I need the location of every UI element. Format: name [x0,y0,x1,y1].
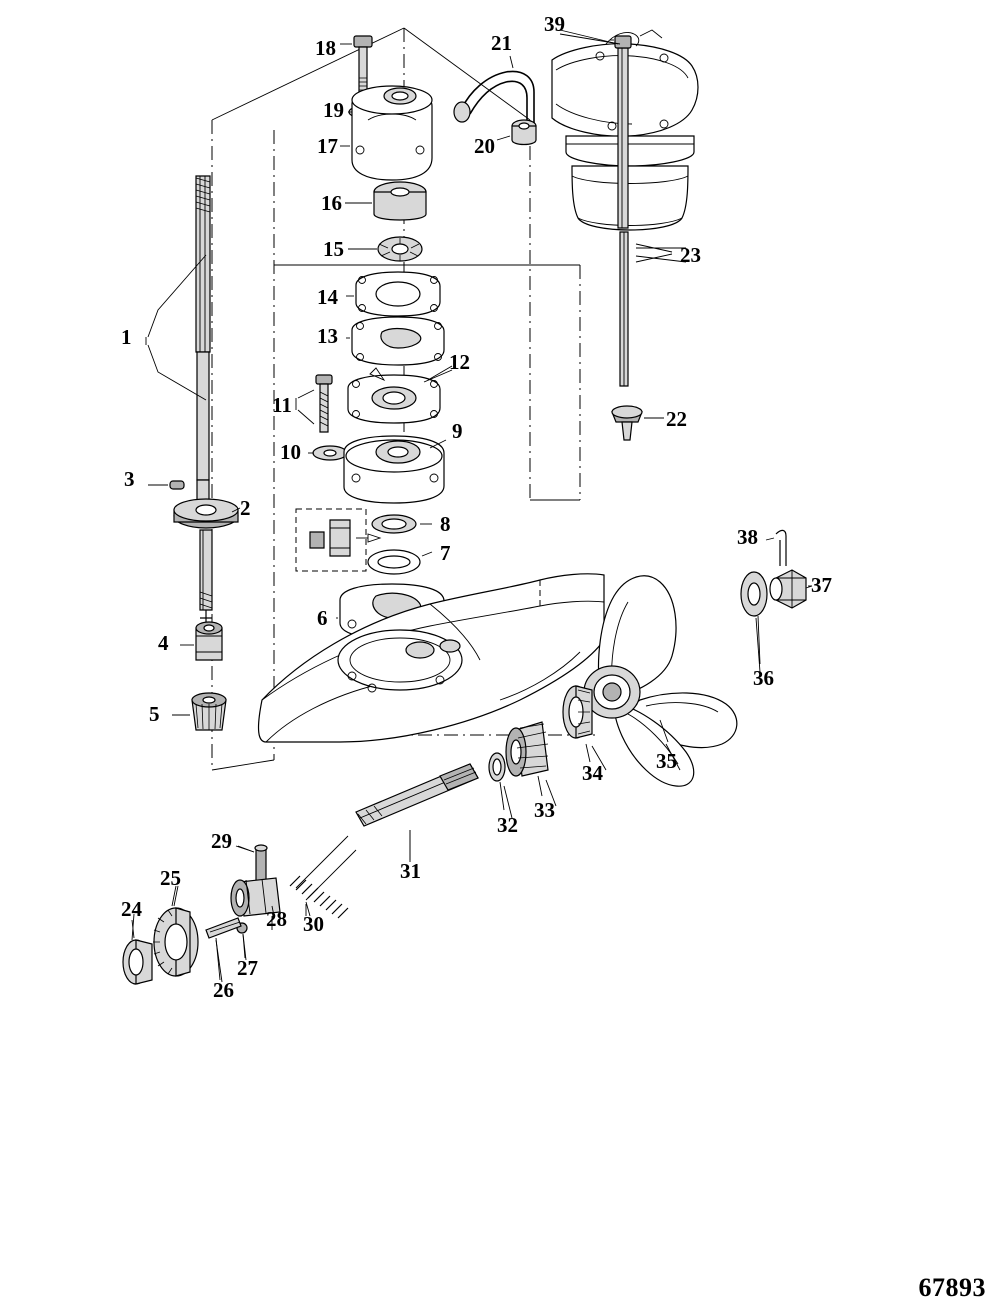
part-plug-22 [612,406,660,440]
callout-5: 5 [149,702,160,726]
part-gasket-13 [346,317,444,365]
callout-20: 20 [474,134,495,158]
part-forward-gear-33 [506,722,548,796]
part-thrust-washer-32 [489,753,505,810]
callout-2: 2 [240,496,251,520]
part-spring-30 [290,836,356,918]
callout-27: 27 [237,956,258,980]
diagram-id-label: 67893 [918,1273,986,1302]
part-seal-8 [372,515,432,533]
part-pinion-gear-5 [172,693,226,730]
part-plate-12 [348,368,452,423]
callout-39: 39 [544,12,565,36]
part-pump-body-17 [340,86,432,180]
part-face-plate-14 [346,272,440,316]
part-driveshaft [146,176,212,625]
callout-24: 24 [121,897,142,921]
callout-9: 9 [452,419,463,443]
part-cotter-pin-38 [766,530,786,566]
part-bolt-18 [340,36,372,92]
callout-23: 23 [680,243,701,267]
part-bearing-collar [174,499,240,528]
part-washer-10 [308,446,347,460]
part-detail-inset [296,509,380,571]
part-propeller-shaft-31 [356,764,478,860]
callout-16: 16 [321,191,342,215]
part-bearing-race-24 [123,920,152,984]
part-pump-base-9 [344,436,446,503]
callout-14: 14 [317,285,338,309]
callout-6: 6 [317,606,328,630]
callout-31: 31 [400,859,421,883]
part-spring-26 [206,918,241,980]
part-pin-3 [148,481,184,489]
callout-18: 18 [315,36,336,60]
part-impeller-cup-16 [345,182,426,220]
callout-11: 11 [272,393,292,417]
part-spacer-4 [180,622,222,660]
callout-12: 12 [449,350,470,374]
callout-36: 36 [753,666,774,690]
callout-26: 26 [213,978,234,1002]
callout-38: 38 [737,525,758,549]
callout-3: 3 [124,467,135,491]
part-o-ring-7 [368,550,432,574]
callout-7: 7 [440,541,451,565]
callout-17: 17 [317,134,338,158]
callout-29: 29 [211,829,232,853]
callout-30: 30 [303,912,324,936]
callout-21: 21 [491,31,512,55]
part-thrust-washer-36 [741,572,767,664]
callout-35: 35 [656,749,677,773]
callout-34: 34 [582,761,603,785]
callout-1: 1 [121,325,132,349]
callout-25: 25 [160,866,181,890]
callout-4: 4 [158,631,169,655]
callout-10: 10 [280,440,301,464]
part-screw-11 [296,375,332,432]
callout-22: 22 [666,407,687,431]
callout-37: 37 [811,573,832,597]
callout-19: 19 [323,98,344,122]
callout-8: 8 [440,512,451,536]
part-grommet-20 [497,120,536,145]
part-pin-29 [238,845,267,884]
part-thrust-hub-34 [563,686,592,762]
callout-32: 32 [497,813,518,837]
part-prop-nut-37 [770,570,812,608]
callout-15: 15 [323,237,344,261]
part-impeller-15 [348,237,422,261]
callout-13: 13 [317,324,338,348]
callout-28: 28 [266,907,287,931]
callout-33: 33 [534,798,555,822]
